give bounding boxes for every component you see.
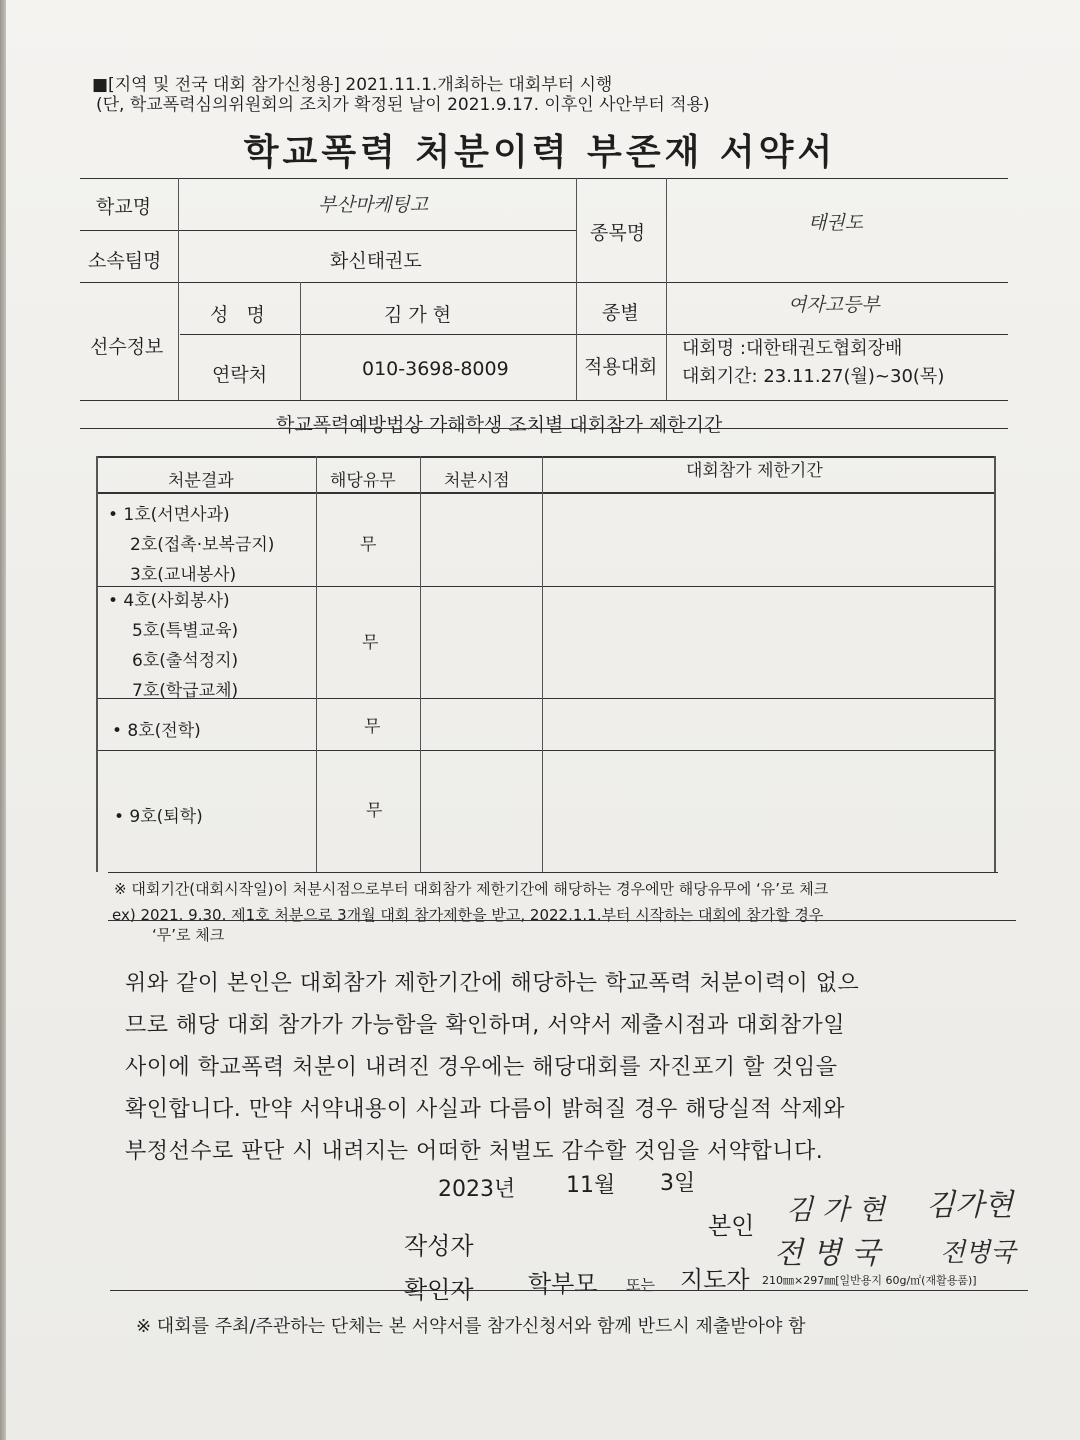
contact-value: 010-3698-8009 — [362, 358, 509, 380]
footer-note: ※ 대회를 주최/주관하는 단체는 본 서약서를 참가신청서와 함께 반드시 제출받아야 함 — [136, 1316, 806, 1337]
division-value: 여자고등부 — [788, 294, 880, 316]
date-month: 11월 — [566, 1173, 616, 1198]
pledge-line-5: 부정선수로 판단 시 내려지는 어떠한 처벌도 감수할 것임을 서약합니다. — [125, 1139, 824, 1164]
competition-name: 대회명 :대한태권도협회장배 — [682, 338, 903, 359]
self-signature: 김가현 — [926, 1188, 1013, 1223]
pledge-line-3: 사이에 학교폭력 처분이 내려진 경우에는 해당대회를 자진포기 할 것임을 — [125, 1055, 838, 1080]
disposition-item: • 4호(사회봉사) — [108, 591, 230, 611]
applicable-value: 무 — [364, 717, 381, 737]
name-value: 김 가 현 — [384, 304, 452, 326]
pledge-line-2: 므로 해당 대회 참가가 가능함을 확인하며, 서약서 제출시점과 대회참가일 — [125, 1013, 846, 1038]
team-value: 화신태권도 — [330, 250, 422, 272]
restriction-section-title: 학교폭력예방법상 가해학생 조치별 대회참가 제한기간 — [276, 414, 723, 436]
confirm-label: 확인자 — [404, 1276, 474, 1304]
parent-label: 학부모 — [528, 1270, 598, 1298]
division-label: 종별 — [602, 302, 639, 324]
competition-period: 대회기간: 23.11.27(월)~30(목) — [682, 366, 945, 387]
name-label: 성 명 — [210, 304, 265, 326]
team-label: 소속팀명 — [88, 250, 162, 272]
header-disposition-date: 처분시점 — [444, 471, 510, 491]
or-label: 또는 — [626, 1276, 655, 1294]
pledge-line-4: 확인합니다. 만약 서약내용이 사실과 다름이 밝혀질 경우 해당실적 삭제와 — [125, 1097, 846, 1122]
player-info-label: 선수정보 — [90, 336, 164, 358]
date-year: 2023년 — [438, 1177, 516, 1202]
header-result: 처분결과 — [168, 471, 234, 491]
writer-label: 작성자 — [404, 1232, 474, 1260]
disposition-item: • 8호(전학) — [112, 721, 201, 741]
note-line-1: ※ 대회기간(대회시작일)이 처분시점으로부터 대회참가 제한기간에 해당하는 경우에만 해당유무에 ‘유’로 체크 — [114, 880, 829, 898]
event-label: 종목명 — [590, 222, 646, 244]
disposition-item: • 1호(서면사과) — [108, 505, 230, 525]
disposition-item: 5호(특별교육) — [132, 621, 239, 641]
self-label: 본인 — [708, 1212, 755, 1240]
disposition-item: 6호(출석정지) — [132, 651, 239, 671]
contact-label: 연락처 — [212, 364, 268, 386]
document-title: 학교폭력 처분이력 부존재 서약서 — [243, 132, 837, 173]
header-restriction-period: 대회참가 제한기간 — [686, 461, 823, 481]
disposition-item: 2호(접촉·보복금지) — [130, 535, 275, 555]
note-line-3: ‘무’로 체크 — [152, 926, 225, 944]
applicable-value: 무 — [366, 801, 383, 821]
disposition-item: 3호(교내봉사) — [130, 565, 237, 585]
coach-signature: 전병국 — [940, 1238, 1016, 1268]
applicable-value: 무 — [362, 633, 379, 653]
coach-label: 지도자 — [680, 1266, 750, 1294]
disposition-item: 7호(학급교체) — [132, 681, 239, 701]
school-label: 학교명 — [96, 196, 152, 218]
event-value: 태권도 — [808, 212, 864, 234]
paper-spec: 210㎜×297㎜[일반용지 60g/㎡(재활용품)] — [762, 1274, 977, 1287]
notice-line-1: ■[지역 및 전국 대회 참가신청용] 2021.11.1.개최하는 대회부터 시행 — [92, 75, 613, 95]
date-day: 3일 — [660, 1171, 696, 1196]
coach-name-handwritten: 전 병 국 — [774, 1236, 881, 1271]
notice-line-2: (단, 학교폭력심의위원회의 조치가 확정된 날이 2021.9.17. 이후인 사안부터 적용) — [96, 95, 710, 115]
header-applicable: 해당유무 — [330, 471, 396, 491]
note-line-2: ex) 2021. 9.30. 제1호 처분으로 3개월 대회 참가제한을 받고, 2022.1.1.부터 시작하는 대회에 참가할 경우 — [112, 906, 824, 924]
applicable-value: 무 — [360, 535, 377, 555]
disposition-item: • 9호(퇴학) — [114, 807, 203, 827]
apply-label: 적용대회 — [584, 356, 658, 378]
self-name-handwritten: 김 가 현 — [786, 1193, 885, 1226]
pledge-line-1: 위와 같이 본인은 대회참가 제한기간에 해당하는 학교폭력 처분이력이 없으 — [125, 971, 860, 996]
school-value: 부산마케팅고 — [318, 194, 429, 216]
